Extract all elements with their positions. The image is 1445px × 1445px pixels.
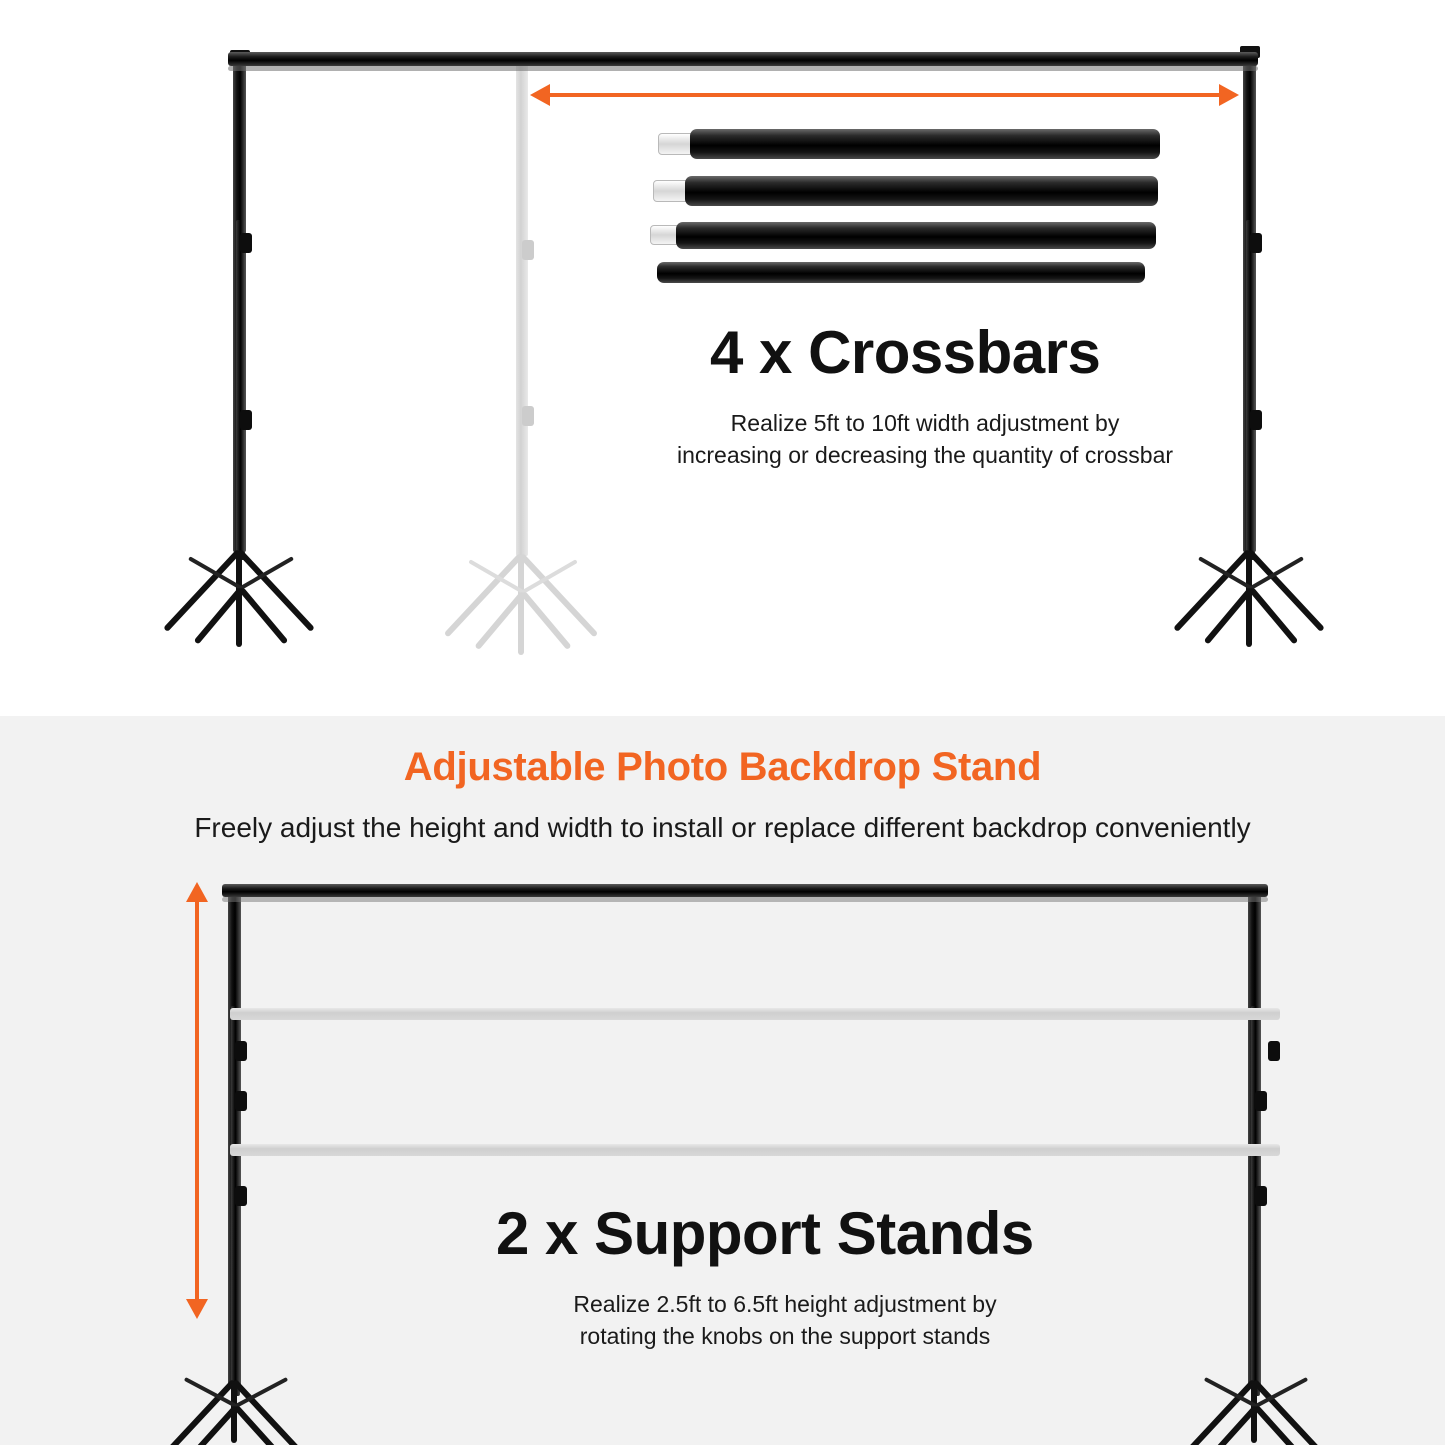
bottom-panel-description-line-1: Realize 2.5ft to 6.5ft height adjustment by bbox=[573, 1291, 997, 1317]
left-stand-leg-3 bbox=[236, 551, 242, 647]
middle-stand-leg-2 bbox=[444, 553, 523, 638]
height-arrow-head-down bbox=[186, 1299, 208, 1319]
crossbar-tube-4-body bbox=[657, 262, 1145, 283]
banner-title: Adjustable Photo Backdrop Stand bbox=[403, 745, 1042, 789]
crossbar-low-position bbox=[230, 1144, 1280, 1156]
right-stand-brace-2 bbox=[1198, 556, 1252, 589]
assembled-crossbar bbox=[228, 52, 1258, 66]
left-stand-knob-upper bbox=[240, 233, 252, 253]
left-stand-knob-lower bbox=[240, 410, 252, 430]
bottom-panel-heading: 2 x Support Stands bbox=[496, 1200, 1034, 1267]
right-stand-leg-2 bbox=[1173, 549, 1251, 632]
width-arrow-head-right bbox=[1219, 84, 1239, 106]
bottom-right-knob-2 bbox=[1255, 1091, 1267, 1111]
middle-stand-leg-3 bbox=[518, 555, 524, 655]
crossbar-tube-1-body bbox=[690, 129, 1160, 159]
bottom-right-leg-2 bbox=[1175, 1379, 1256, 1445]
crossbar-tube-2-body bbox=[685, 176, 1158, 206]
top-panel bbox=[0, 0, 1445, 716]
crossbar-tube-3-body bbox=[676, 222, 1156, 249]
crossbar-top-position-shadow bbox=[222, 897, 1268, 902]
left-stand-pole-lower bbox=[236, 220, 245, 560]
top-panel-heading: 4 x Crossbars bbox=[710, 319, 1101, 386]
middle-stand-knob-lower bbox=[522, 406, 534, 426]
bottom-left-leg-2 bbox=[155, 1379, 236, 1445]
bottom-left-knob-3 bbox=[235, 1186, 247, 1206]
bottom-left-knob-2 bbox=[235, 1091, 247, 1111]
top-panel-description-line-2: increasing or decreasing the quantity of crossbar bbox=[676, 442, 1174, 468]
width-arrow-line bbox=[548, 93, 1221, 97]
right-stand-leg-3 bbox=[1246, 551, 1252, 647]
width-arrow-head-left bbox=[530, 84, 550, 106]
left-stand-leg-1 bbox=[237, 549, 315, 632]
right-stand-pole-lower bbox=[1246, 220, 1255, 560]
bottom-panel-description-line-2: rotating the knobs on the support stands bbox=[579, 1323, 991, 1349]
assembled-crossbar-shadow bbox=[228, 66, 1258, 71]
right-stand-leg-1 bbox=[1247, 549, 1325, 632]
crossbar-top-position bbox=[222, 884, 1268, 897]
left-stand-leg-2 bbox=[163, 549, 241, 632]
right-stand-knob-upper bbox=[1250, 233, 1262, 253]
left-stand-brace-2 bbox=[188, 556, 242, 589]
height-arrow-line bbox=[195, 901, 199, 1301]
bottom-right-knob-1 bbox=[1268, 1041, 1280, 1061]
bottom-left-knob-1 bbox=[235, 1041, 247, 1061]
crossbar-middle-position bbox=[230, 1008, 1280, 1020]
height-arrow-head-up bbox=[186, 882, 208, 902]
middle-stand-knob-upper bbox=[522, 240, 534, 260]
bottom-right-knob-3 bbox=[1255, 1186, 1267, 1206]
middle-stand-pole bbox=[516, 56, 528, 556]
top-panel-description-line-1: Realize 5ft to 10ft width adjustment by bbox=[730, 410, 1120, 436]
middle-stand-leg-1 bbox=[519, 553, 598, 638]
banner-subtitle: Freely adjust the height and width to install or replace different backdrop conveniently bbox=[194, 812, 1251, 843]
